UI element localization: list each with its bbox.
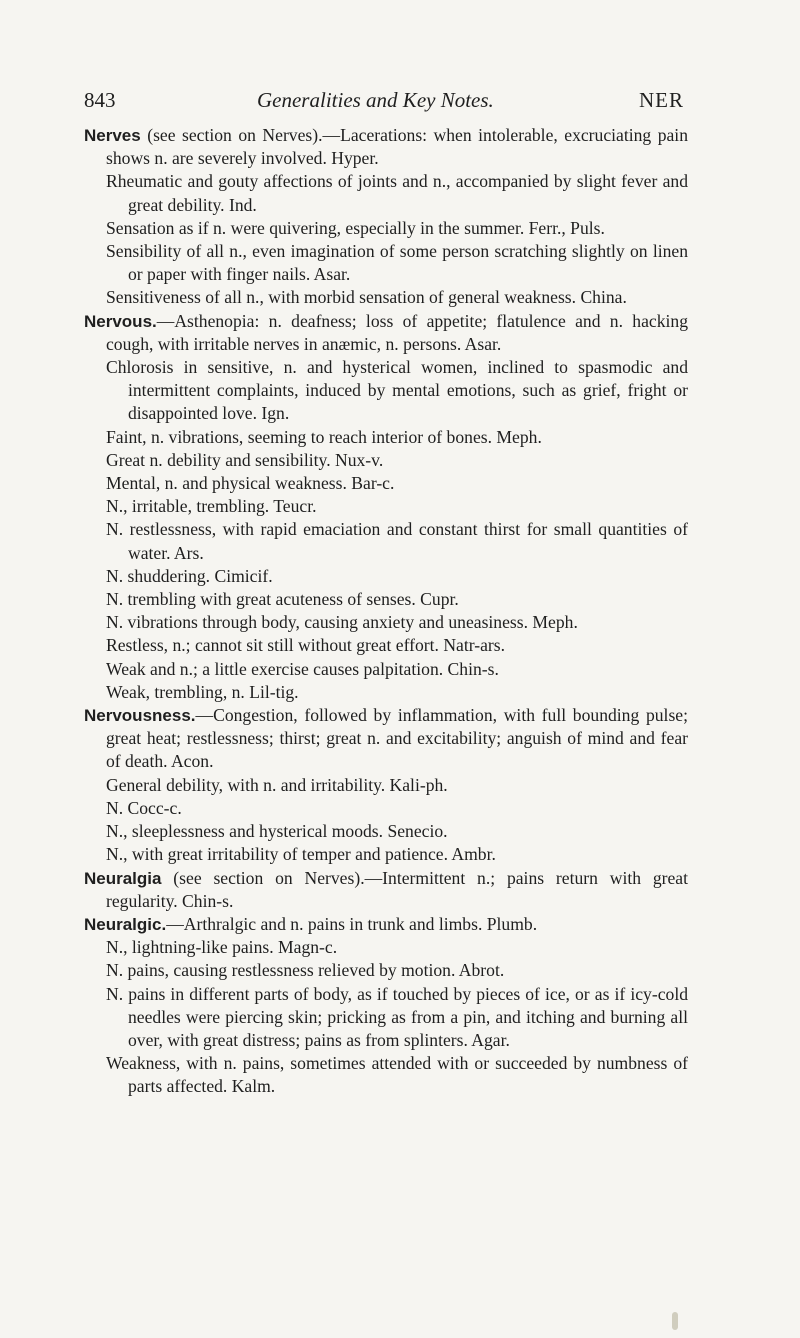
list-item (84, 472, 688, 495)
list-item (84, 658, 688, 681)
entry-text: —Congestion, followed by inflammation, with full bounding pulse; great heat; restlessness; thirst; great n. and excitability; anguish of mind and fear of death. Acon. (106, 705, 688, 772)
entry-nervousness (84, 704, 688, 774)
list-item (84, 356, 688, 426)
entry-heading: Nervous. (84, 311, 157, 331)
list-item (84, 797, 688, 820)
list-item (84, 774, 688, 797)
list-item (84, 634, 688, 657)
section-code: NER (639, 88, 684, 112)
entry-text: N. shuddering. Cimicif. (106, 565, 273, 586)
list-item (84, 426, 688, 449)
entry-text: N. trembling with great acuteness of senses. Cupr. (106, 589, 459, 610)
entry-text: —Asthenopia: n. deafness; loss of appetite; flatulence and n. hacking cough, with irritable nerves in anæmic, n. persons. Asar. (106, 310, 688, 354)
entry-nerves (84, 124, 688, 170)
list-item (84, 170, 688, 216)
entry-heading: Nervousness. (84, 706, 196, 726)
entry-text: Rheumatic and gouty affections of joints and n., accompanied by slight fever and great debility. Ind. (106, 171, 688, 215)
paper-blemish (672, 1312, 678, 1330)
entry-text: Chlorosis in sensitive, n. and hysterical women, inclined to spasmodic and intermittent complaints, induced by mental emotions, such as grief, fright or disappointed love. Ign. (106, 357, 688, 424)
entry-heading: Neuralgia (84, 868, 162, 888)
entry-text: N. pains, causing restlessness relieved by motion. Abrot. (106, 960, 505, 981)
entry-text: N., sleeplessness and hysterical moods. Senecio. (106, 821, 448, 842)
entry-text: Weakness, with n. pains, sometimes attended with or succeeded by numbness of parts affected. Kalm. (106, 1053, 688, 1097)
entry-text: N. restlessness, with rapid emaciation and constant thirst for small quantities of water. Ars. (106, 519, 688, 563)
list-item (84, 983, 688, 1053)
list-item (84, 820, 688, 843)
entry-text: Weak, trembling, n. Lil-tig. (106, 681, 299, 702)
entry-text: Faint, n. vibrations, seeming to reach interior of bones. Meph. (106, 426, 542, 447)
entry-text: General debility, with n. and irritability. Kali-ph. (106, 774, 448, 795)
entry-text: Sensation as if n. were quivering, especially in the summer. Ferr., Puls. (106, 217, 605, 238)
entry-text: N., lightning-like pains. Magn-c. (106, 937, 338, 958)
entry-text: N., irritable, trembling. Teucr. (106, 496, 317, 517)
entry-heading: Nerves (84, 126, 141, 145)
entry-text: Mental, n. and physical weakness. Bar-c. (106, 473, 395, 494)
list-item (84, 611, 688, 634)
entry-text: N., with great irritability of temper and patience. Ambr. (106, 844, 496, 865)
page-header (84, 88, 684, 118)
list-item (84, 286, 688, 309)
list-item (84, 959, 688, 982)
page-body (84, 124, 688, 1099)
list-item (84, 936, 688, 959)
entry-text: Restless, n.; cannot sit still without great effort. Natr-ars. (106, 635, 506, 656)
entry-text: N. Cocc-c. (106, 797, 182, 818)
entry-text: Great n. debility and sensibility. Nux-v. (106, 449, 384, 470)
list-item (84, 449, 688, 472)
entry-text: Sensibility of all n., even imagination of some person scratching slightly on linen or paper with finger nails. Asar. (106, 241, 688, 285)
entry-text: N. pains in different parts of body, as if touched by pieces of ice, or as if icy-cold needles were piercing skin; pricking as from a pin, and itching and burning all over, with great distress; pains as from splinters. Agar. (106, 983, 688, 1050)
entry-text: Weak and n.; a little exercise causes palpitation. Chin-s. (106, 658, 499, 679)
entry-nervous (84, 310, 688, 356)
entry-neuralgic (84, 913, 688, 936)
entry-text: Sensitiveness of all n., with morbid sensation of general weakness. China. (106, 287, 627, 308)
list-item (84, 495, 688, 518)
list-item (84, 588, 688, 611)
list-item (84, 1052, 688, 1098)
list-item (84, 217, 688, 240)
entry-text: N. vibrations through body, causing anxiety and uneasiness. Meph. (106, 612, 578, 633)
list-item (84, 518, 688, 564)
entry-text: (see section on Nerves).—Lacerations: when intolerable, excruciating pain shows n. are severely involved. Hyper. (106, 125, 688, 169)
page-number: 843 (84, 88, 116, 112)
list-item (84, 843, 688, 866)
entry-text: (see section on Nerves).—Intermittent n.; pains return with great regularity. Chin-s. (106, 867, 688, 911)
list-item (84, 681, 688, 704)
running-title: Generalities and Key Notes. (257, 88, 494, 112)
entry-text: —Arthralgic and n. pains in trunk and limbs. Plumb. (166, 913, 538, 934)
entry-heading: Neuralgic. (84, 914, 167, 934)
list-item (84, 240, 688, 286)
list-item (84, 565, 688, 588)
entry-neuralgia (84, 867, 688, 913)
